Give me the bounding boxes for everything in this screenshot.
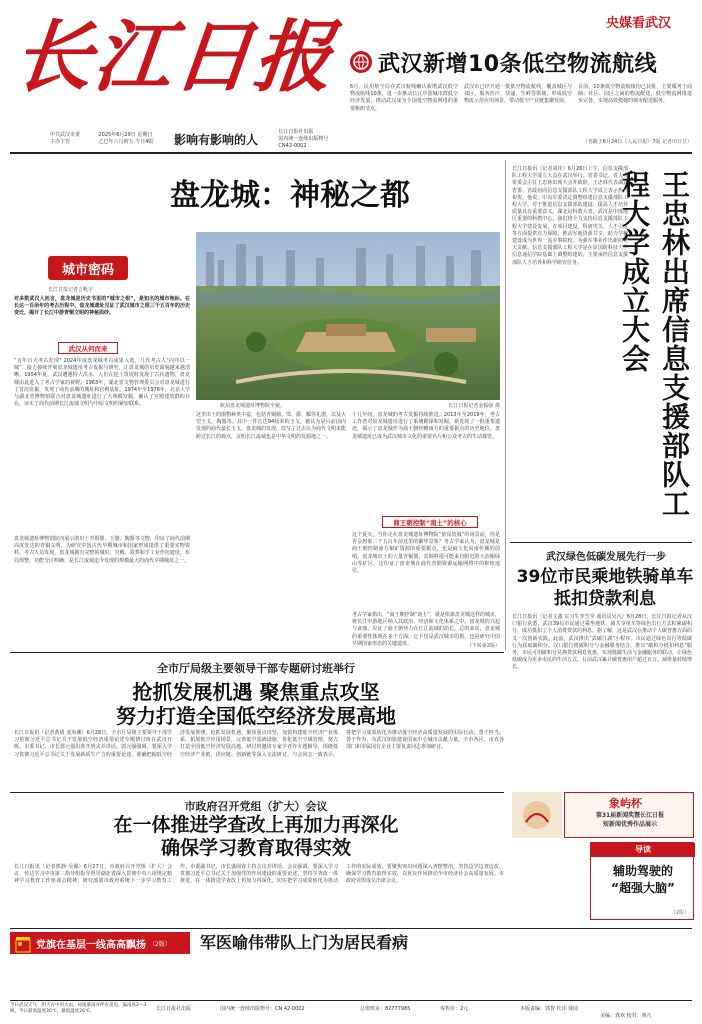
col-rule — [505, 160, 506, 650]
top-lead-right: 目前，10条低空物流航线均已获批，主要服务于商圈、社区、园区之间的物流配送，低空物流网络逐步完善，实现高效便捷的城市配送服务。 — [578, 84, 692, 105]
section-badge-2 — [382, 516, 478, 528]
banner-right[interactable]: 军医喻伟带队上门为居民看病 — [200, 933, 409, 952]
forum-headline-1: 抢抓发展机遇 聚焦重点攻坚 — [132, 680, 380, 704]
masthead-rule — [10, 152, 692, 154]
forum-headline-2: 努力打造全国低空经济发展高地 — [116, 704, 396, 728]
party-body: 长江日报讯（记者熊静 吴佩）6月27日，市政府召开党组（扩大）会议，传达学习中央第三指导组指导督导湖北省深入贯彻中央八项规定精神学习教育工作座谈会精神，研究部署市政府系统下一步学习教育工作。市委副书记、市长盛阅春主持会议并讲话。会议强调，要深入学习贯彻习近平总书记关于加强党的作风建设的重要论述，坚持学查改一体推进，在一体推进学查改上再加力再深化，切实把学习成果转化为推动工作的实际成效。要聚焦突出问题深入查摆整治，坚持边学边查边改，确保学习教育取得实效，以优良作风推动全市经济社会高质量发展。市政府党组成员出席会议。 — [14, 864, 504, 885]
top-headline: 武汉新增10条低空物流航线 — [378, 51, 658, 77]
column-tag-text: 城市密码 — [61, 262, 114, 278]
top-tag: 央媒看武汉 — [606, 16, 672, 31]
masthead-title: 长江日报 — [9, 12, 339, 103]
column-tag — [48, 256, 128, 280]
feature-continue: （下转第2版） — [466, 643, 500, 649]
award-box — [564, 792, 694, 838]
forum-kicker: 全市厅局级主要领导干部专题研讨班举行 — [157, 662, 355, 675]
section-badge-1 — [58, 342, 118, 354]
wang-headline-text: 王忠林出席信息支援部队工程大学成立大会 — [618, 170, 691, 518]
wang-rule — [510, 542, 692, 543]
wang-headline — [618, 170, 694, 542]
award-brand: 象屿杯 — [609, 797, 642, 810]
feature-body-d: 十几年间，盘龙城的考古发掘持续推进。2013年至2019年，考古工作者对盘龙城遗址进行了系统勘探和发掘，新发现了一批重要遗迹，揭示了盘龙城作为商王朝经略南方的重要据点的历史地位。盘龙城遗址已成为武汉城市文化的重要名片和公众考古的生动课堂。 — [352, 412, 500, 440]
wang-body: 长江日报讯（记者刘佳）6月26日上午，信息支援部队工程大学成立大会在武汉举行。省委书记、省人大常委会主任王忠林出席大会并致辞。王忠林代表湖北省委、省政府向信息支援部队工程大学成立表示热烈祝贺。他说，中央军委决定调整组建信息支援部队工程大学，对于推进信息支援部队建设、提高人才培养质量具有重要意义。湖北是科教大省，武汉是中部地区重要的科教中心，我们将全力支持信息支援部队工程大学建设发展，在项目建设、科研攻关、人才引进等方面提供有力保障，推动军地资源共享，助力学校建设成为世界一流军事院校，为强军事业作出新的更大贡献。信息支援部队工程大学是在原国防科技大学信息通信学院基础上调整组建的，主要承担信息支援部队人才培养和科学研究任务。 — [512, 166, 628, 266]
banner-left-text: 党旗在基层一线高高飘扬 — [36, 939, 146, 951]
bike-kicker: 武汉绿色低碳发展先行一步 — [546, 552, 666, 563]
guide-page: （2版） — [670, 910, 689, 916]
feature-photo — [196, 232, 500, 400]
section-label-1: 武汉从何而来 — [68, 344, 108, 353]
banner-rule-top — [10, 928, 692, 929]
guide-text: 辅助驾驶的 “超强大脑” — [611, 864, 675, 895]
party-headline: 在一体推进学查改上再加力再深化 确保学习教育取得实效 — [113, 814, 399, 859]
feature-title: 盘龙城：神秘之都 — [170, 178, 410, 213]
footer-editor: 本版责编：郭智 杜玮 徐园 — [520, 1006, 579, 1012]
photo-credit: 长江日报记者金振强 摄 — [448, 403, 500, 409]
feature-intro: 对多数武汉人而言，盘龙城是历史书里的“城市之根”，是知名的城市地标。在长达一百余年的考古历程中，盘龙城遗址见证了武汉城市之根三千五百年的历史变迁，揭开了长江中游青铜文明的神秘面纱。 — [14, 296, 190, 317]
feature-body-e: 这个夏天，当你走在盘龙城遗址博物院“依岗筑城”的场景前，你是否会想象三千五百年前这里的繁华景象？考古学家认为，盘龙城是商王朝控制南方铜矿资源的重要据点，也是商文化向南传播的前哨。盘龙城出土的大量青铜器，其铜料很可能来自附近的大冶铜绿山等矿区，这印证了盘龙城在商代青铜资源运输网络中的枢纽地位。 — [352, 532, 500, 575]
footer-weather: 今日武汉天气：阴天有中到大雨，局地暴雨并伴有雷电，偏南风2～3级。今日最高温度30℃，最低温度26℃。 — [10, 1003, 147, 1014]
date-line: 2025年6月29日 星期日 乙巳年六月初五 今日4版 — [98, 132, 154, 145]
feature-body-a: “百年百大考古发现” 2024年度盘龙城考古成果入选，几代考古人“向年以一城”，接力接续开展盘龙城遗址考古发掘与研究，让盘龙城的历史面貌越来越清晰。1954年夏，武汉遭遇特大洪水，人们在挖土筑堤时发现了古代遗物，盘龙城由此进入了考古学家的视野。1963年，湖北省文物管理委员会对盘龙城进行了首次发掘，发现了商代前期的城址和宫殿基址。1974年至1976年，北京大学与湖北省博物馆联合对盘龙城遗址进行了大规模发掘，确认了宫殿建筑群的存在，证实了商代前期长江流域文明与中原文明的紧密联系。 — [14, 358, 190, 408]
flag-icon — [16, 937, 30, 949]
award-art — [512, 792, 562, 838]
footer-phone: 总值班室：82777985 — [360, 1006, 411, 1012]
footer-rule — [10, 1000, 692, 1001]
headline-bar — [350, 44, 692, 80]
forum-body: 长江日报讯（记者黄倩 姜海潮）6月28日，全市厅局级主要领导干部学习贯彻习近平总书记关于发展低空经济重要论述专题研讨班在武汉开班。市委书记、市长郭元强出席开班式并讲话。郭元强强调，要深入学习贯彻习近平总书记关于发展新质生产力的重要论述，准确把握低空经济发展规律，抢抓发展机遇，聚焦重点攻坚，加快构建低空经济产业体系，拓展低空应用场景，完善低空基础设施，优化低空空域管理，努力打造全国低空经济发展高地。研讨班邀请专家学者作专题辅导，围绕低空经济产业链、供应链、创新链等深入交流研讨。与会同志一致表示，将把学习成果转化为推动低空经济高质量发展的实际行动，勇于担当、善于作为，为武汉加快建设国家中心城市贡献力量。全市各区、市直各部门和市属国有企业主要负责同志参加研讨。 — [14, 730, 504, 758]
photo-caption: 航拍盘龙城遗址博物院全貌。 — [220, 403, 286, 409]
info-left: 中共武汉市委 主办主管 — [50, 132, 81, 145]
footer-issn: 国内统一连续出版物号：CN 42-0002 — [220, 1006, 305, 1012]
globe-icon — [350, 51, 372, 73]
info-right: 长江日报社出版 国内统一连续出版物号 CN42-0002 — [278, 128, 329, 149]
masthead-logo — [9, 8, 339, 108]
feature-body-c: 这里出土的器物种类丰富，包括青铜鼎、斝、爵、觚等礼器，以及大型玉戈、陶器等。其中一件长达94厘米的玉戈，被认为是目前国内发现的商代最长玉戈。盘龙城的发现，改写了过去认为商代文明未能跨过长江的观点，证明长江流域也是中华文明的发源地之一。 — [196, 412, 347, 440]
guide-box[interactable] — [590, 842, 694, 920]
feature-headline — [130, 170, 450, 214]
party-kicker: 市政府召开党组（扩大）会议 — [184, 800, 328, 813]
footer-publisher: 长江日报社出版 — [156, 1006, 192, 1012]
feature-body-f: 考古学家指出，“商王朝控制”南土”，就是依靠盘龙城这样的城市，将长江中游地区纳入其政治、经济和文化体系之中。盘龙城的兴起与衰落，见证了商王朝势力在长江流域的消长。总的来说，盘龙城的重要性体现在多个方面，它不仅是武汉城市的根，也是研究中国早期国家形态的关键遗址。 — [352, 612, 500, 647]
info-strip — [50, 128, 344, 150]
slogan: 影响有影响的人 — [174, 132, 259, 147]
bike-body: 长江日报讯（记者文鑫 实习生李雪莹 通讯员吴凡）6月28日，长江日报记者从汉口银行获悉，武汉39位市民通过乘坐地铁、骑共享单车等绿色出行方式积累碳积分，成功抵扣了个人消费贷款的利息。据了解，这是武汉在推动个人碳普惠方面的又一次创新实践。此前，武汉推出“武碳江湖”小程序，市民通过绿色出行等低碳行为获取碳积分。汉口银行将碳积分与金融服务结合，推出“碳积分抵扣利息”服务，市民可用碳积分兑换贷款利息优惠，实现低碳生活与金融服务的联动，让绿色低碳成为更多市民的生活方式。目前武汉累计碳普惠用户超过百万，减排量持续增长。 — [512, 614, 693, 671]
bike-subhead: 39位市民乘地铁骑单车抵扣贷款利息 — [516, 567, 694, 609]
party-rule — [10, 792, 504, 793]
top-credit: （刊载于6月24日《人民日报》7版 记者田豆豆） — [582, 139, 692, 145]
banner-left-page: （2版） — [149, 940, 171, 948]
forum-rule — [10, 652, 504, 653]
top-lead-left: 6月，民用航空局在武汉航线确认新增武汉低空物流航线10条，进一步推动长江中游城市群低空经济发展，推动武汉成为全国低空物流网络的重要枢纽节点。 — [350, 84, 458, 112]
footer-price: 零售价：2元 — [440, 1006, 469, 1012]
section-label-2: 商王朝控制“南土”的核心 — [393, 518, 467, 527]
feature-body-b: 盘龙城遗址博物馆院内展示的出土青铜器、玉器、陶器等文物，印证了商代前期高度发达的青铜文明，为研究中国古代早期城市和国家形成提供了重要实物资料。考古人员发现，盘龙城拥有完整的城垣、宫殿、墓葬和手工业作坊遗址，布局规整，功能分区明确，是长江流域迄今发现的规模最大的商代早期城址之一。 — [14, 536, 190, 564]
feature-byline: 长江日报记者吉帆宇 — [48, 287, 94, 293]
award-title: 第31届新闻奖暨长江日报 短新闻优秀作品展示 — [595, 812, 665, 828]
guide-label: 导读 — [591, 843, 695, 857]
footer-editor-2: 美编：龚欢 校对：黄凡 — [600, 1013, 652, 1019]
banner-left[interactable] — [10, 932, 190, 954]
top-lead-mid: 武汉市已经开通一批低空物流航线，覆盖城区与郊区，服务医疗、快递、生鲜等领域，形成低空物流示范应用场景，带动低空产业链集聚发展。 — [464, 84, 572, 105]
